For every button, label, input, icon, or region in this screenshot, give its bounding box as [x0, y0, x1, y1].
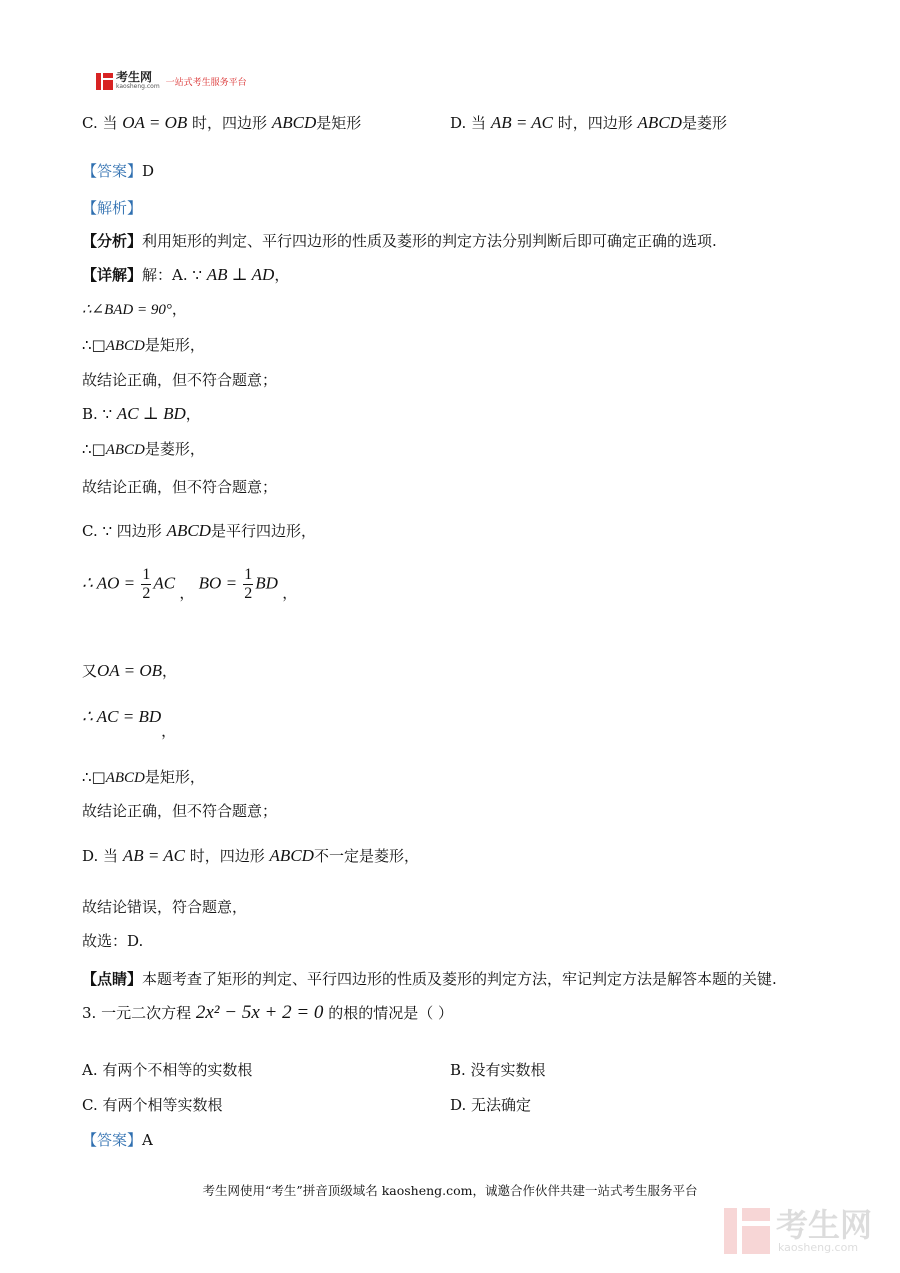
q2-c-conclusion: ∴□ABCD是矩形， [82, 768, 205, 786]
logo-wordmark: 考生网 kaosheng.com [116, 70, 160, 90]
q2-b-conclusion: ∴□ABCD是菱形， [82, 440, 205, 458]
q3-option-c: C. 有两个相等实数根 [82, 1096, 223, 1114]
q3-option-d: D. 无法确定 [450, 1096, 532, 1114]
page-footer: 考生网使用“考生”拼音顶级域名 kaosheng.com，诚邀合作伙伴共建一站式考生服务平台 [202, 1183, 698, 1198]
q2-detail-a: 【详解】解：A. ∵ AB ⊥ AD， [82, 265, 290, 284]
q3-stem: 3. 一元二次方程 2x² − 5x + 2 = 0 的根的情况是（ ） [82, 1002, 453, 1023]
q2-option-c: C. 当 OA = OB 时，四边形 ABCD是矩形 [82, 113, 362, 132]
q2-angle-line: ∴∠BAD = 90°， [82, 302, 187, 318]
fraction-one-half-2: $\frac{1}{2}$ [244, 566, 253, 602]
fraction-one-half: $\frac{1}{2}$ [142, 566, 151, 602]
q2-ac-bd: ∴ AC = BD， [82, 707, 177, 740]
q2-fenxi: 【分析】利用矩形的判定、平行四边形的性质及菱形的判定方法分别判断后即可确定正确的选项. [82, 232, 717, 250]
q2-a-conclusion: ∴□ABCD是矩形， [82, 336, 205, 354]
q2-choice: 故选：D. [82, 932, 144, 950]
logo-mark-icon [96, 73, 113, 90]
q2-oa-ob: 又OA = OB， [82, 661, 178, 680]
q3-option-a: A. 有两个不相等的实数根 [82, 1061, 253, 1079]
q2-answer: 【答案】D [82, 162, 155, 180]
q2-d-judgement: 故结论错误，符合题意， [82, 898, 248, 916]
q2-a-judgement: 故结论正确，但不符合题意； [82, 371, 278, 389]
watermark-logo: 考生网 kaosheng.com [724, 1208, 872, 1254]
q2-half-diagonals: ∴ AO = $\frac{1}{2}$ AC ， BO = $\frac{1}{2}$ BD ， [82, 566, 298, 603]
q2-c-judgement: 故结论正确，但不符合题意； [82, 802, 278, 820]
q2-dianjing: 【点睛】本题考查了矩形的判定、平行四边形的性质及菱形的判定方法，牢记判定方法是解答本题的关键. [82, 970, 777, 988]
q2-detail-c: C. ∵ 四边形 ABCD是平行四边形， [82, 521, 316, 540]
q3-option-b: B. 没有实数根 [450, 1061, 546, 1079]
q2-analysis-heading: 【解析】 [82, 199, 143, 217]
q2-detail-d: D. 当 AB = AC 时，四边形 ABCD不一定是菱形， [82, 846, 419, 865]
header-logo [96, 72, 247, 90]
watermark-mark-icon [724, 1208, 770, 1254]
logo-slogan: 一站式考生服务平台 [165, 77, 247, 88]
q2-detail-b: B. ∵ AC ⊥ BD， [82, 404, 201, 423]
q2-option-d: D. 当 AB = AC 时，四边形 ABCD是菱形 [450, 113, 727, 132]
q2-b-judgement: 故结论正确，但不符合题意； [82, 478, 278, 496]
q3-answer: 【答案】A [82, 1131, 153, 1149]
